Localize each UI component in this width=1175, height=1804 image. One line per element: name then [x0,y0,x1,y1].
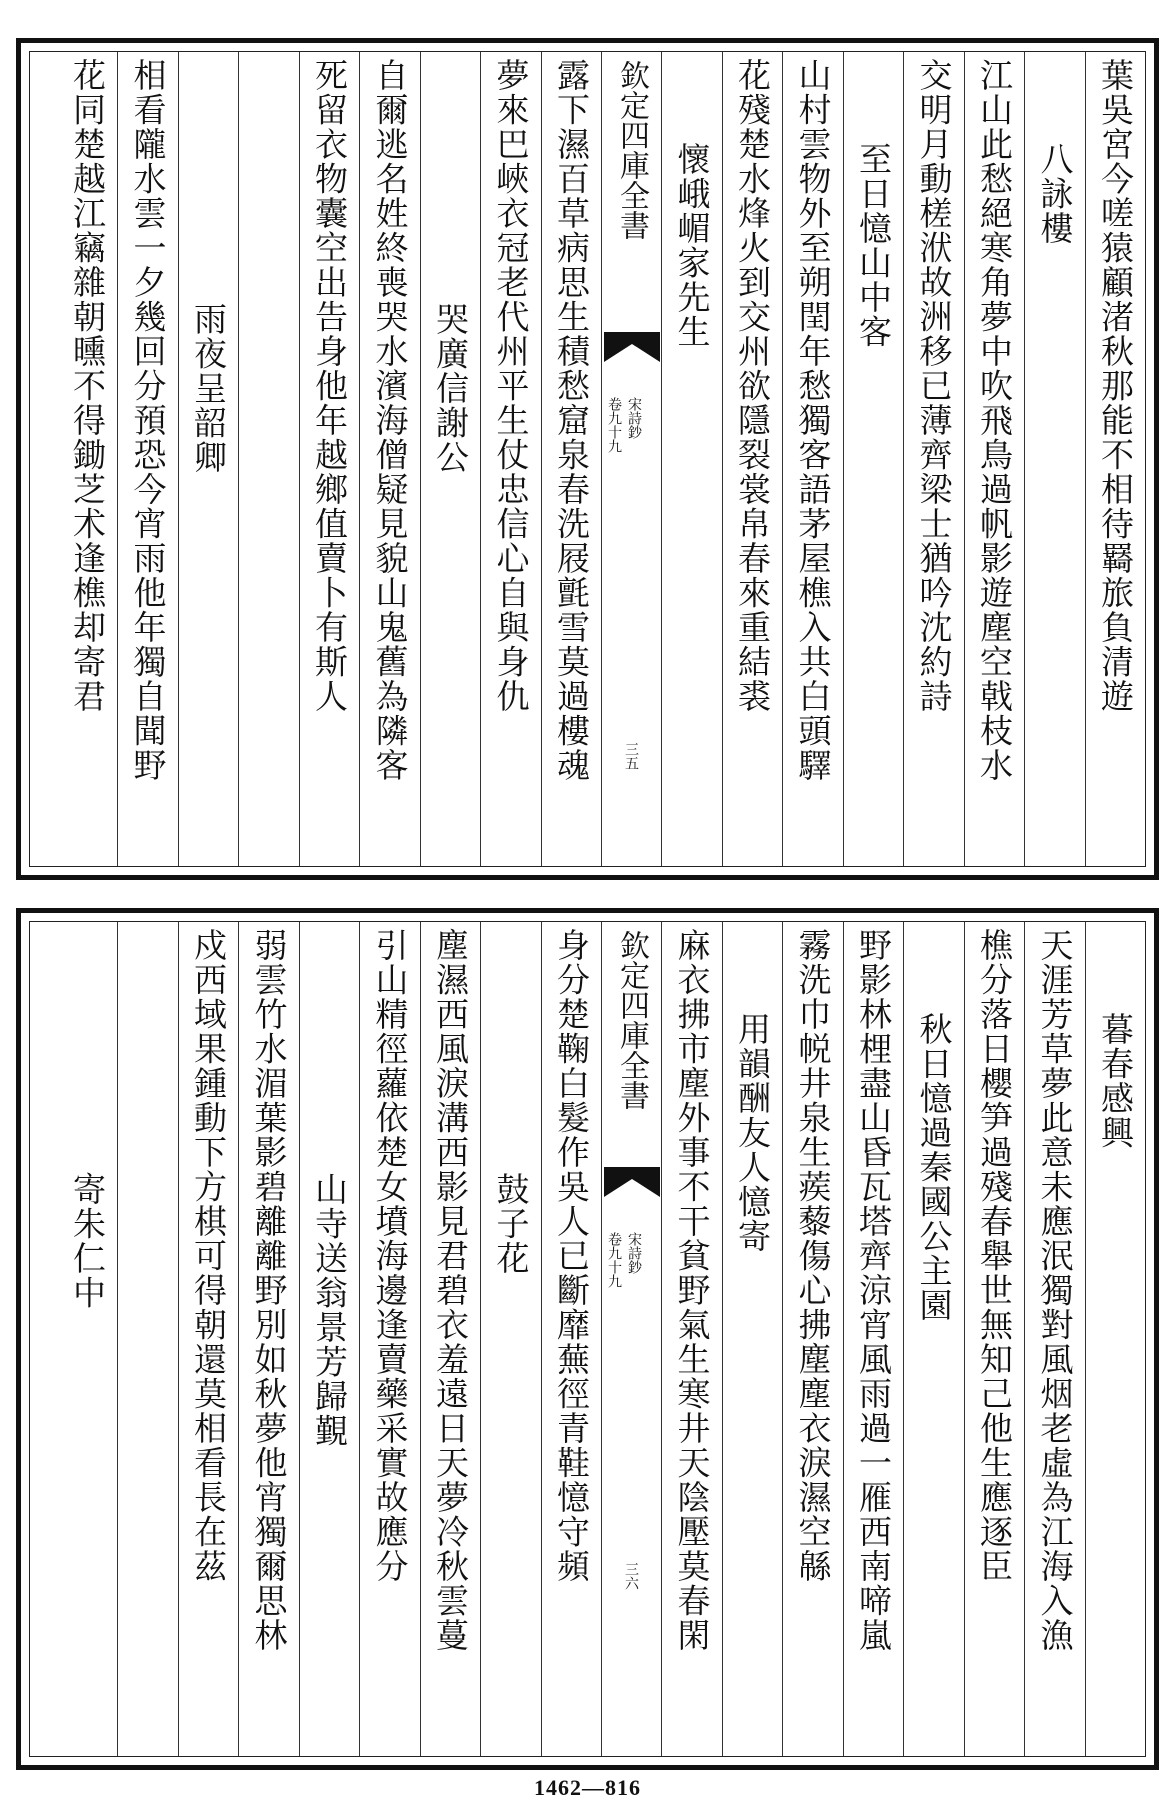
volume-label: 卷九十九 [606,397,622,453]
book-title: 欽定四庫全書 [614,60,649,240]
text-columns-bottom [29,921,1146,1757]
poem-title-column [178,52,239,866]
page-number: 三五 [623,742,639,770]
text-column [359,52,420,866]
poem-title: 哭廣信謝公 [431,302,470,475]
text-column [903,52,964,866]
text-column [661,922,722,1756]
text-column [117,52,178,866]
poem-title-column [722,922,783,1756]
poem-title-column [1085,922,1146,1756]
column-text: 野影林梩盡山昏瓦塔齊涼宵風雨過一雁西南啼嵐 [854,928,893,1653]
poem-title-column [420,52,481,866]
book-title: 欽定四庫全書 [614,930,649,1110]
column-text: 花殘楚水烽火到交州欲隱裂裳帛春來重結裘 [733,58,772,714]
page-footer-number: 1462—816 [534,1775,641,1800]
fishtail-mark-icon [604,1167,660,1201]
page-panel-bottom [16,908,1159,1770]
column-text: 露下濕百草病思生積愁窟泉春洗屐氈雪莫過樓魂 [552,58,591,783]
poem-title-column [1024,52,1085,866]
text-column [480,52,541,866]
poem-title: 寄朱仁中 [68,1172,107,1310]
center-fold-column [601,922,661,1756]
column-text [118,928,178,1750]
text-column [541,922,602,1756]
column-text: 江山此愁絕寒角夢中吹飛鳥過帆影遊塵空戟枝水 [975,58,1014,783]
text-column [238,922,299,1756]
text-column [964,922,1025,1756]
text-column [541,52,602,866]
column-text: 身分楚鞠白髮作吳人已斷靡蕪徑青鞋憶守頻 [552,928,591,1584]
poem-title-column [299,922,360,1756]
column-text: 山村雲物外至朔閏年愁獨客語茅屋樵入共白頭驛 [793,58,833,783]
text-column [1024,922,1085,1756]
column-text: 交明月動槎洑故洲移已薄齊梁士猶吟沈約詩 [914,58,954,714]
column-text: 自爾逃名姓終喪哭水濱海僧疑見貌山鬼舊為隣客 [370,58,410,783]
poem-title-column [661,52,722,866]
column-text: 天涯芳草夢此意未應泯獨對風烟老虛為江海入漁 [1035,928,1075,1653]
poem-title-column [843,52,904,866]
poem-title-column [57,922,118,1756]
poem-title: 秋日憶過秦國公主園 [914,1012,954,1323]
column-text: 麻衣拂市塵外事不干貧野氣生寒井天陰壓莫春閑 [672,928,712,1653]
text-column [359,922,420,1756]
column-text: 引山精徑蘿依楚女墳海邊逢賣藥采實故應分 [370,928,410,1584]
column-text: 死留衣物囊空出告身他年越鄉值賣卜有斯人 [310,58,349,714]
column-text [239,58,299,860]
text-column [57,52,118,866]
poem-title: 用韻酬友人憶寄 [733,1012,772,1254]
text-column [299,52,360,866]
text-column [1085,52,1146,866]
poem-title-column [480,922,541,1756]
empty-column [117,922,178,1756]
poem-title: 鼓子花 [491,1172,531,1276]
text-column [722,52,783,866]
text-columns-top [29,51,1146,867]
text-column [964,52,1025,866]
poem-title: 至日憶山中客 [854,142,893,349]
page-panel-top [16,38,1159,880]
column-text: 花同楚越江竊雜朝曛不得鋤芝术逢樵却寄君 [68,58,107,714]
column-text: 葉吳宮今嗟猿顧渚秋那能不相待羇旅負清遊 [1096,58,1135,714]
column-text: 樵分落日櫻笋過殘春舉世無知己他生應逐臣 [975,928,1014,1584]
column-text: 戍西域果鍾動下方棋可得朝還莫相看長在茲 [189,928,228,1584]
column-text: 相看隴水雲一夕幾回分預恐今宵雨他年獨自聞野 [128,58,168,783]
poem-title: 暮春感興 [1096,1012,1135,1150]
poem-title: 懷峨嵋家先生 [672,142,712,349]
source-label: 宋詩鈔 [626,397,642,439]
column-text: 霧洗巾帨井泉生蒺藜傷心拂塵塵衣淚濕空緜 [793,928,833,1584]
column-text: 夢來巴峽衣冠老代州平生仗忠信心自與身仇 [491,58,531,714]
center-fold-column [601,52,661,866]
page-number: 三六 [623,1562,639,1590]
volume-label: 卷九十九 [606,1232,622,1288]
text-column [178,922,239,1756]
fishtail-mark-icon [604,332,660,366]
text-column [782,922,843,1756]
text-column [782,52,843,866]
poem-title: 八詠樓 [1035,142,1075,246]
column-text: 塵濕西風淚溝西影見君碧衣羞遠日天夢冷秋雲蔓 [431,928,470,1653]
column-text: 弱雲竹水湄葉影碧離離野別如秋夢他宵獨爾思林 [249,928,289,1653]
empty-column [238,52,299,866]
text-column [420,922,481,1756]
poem-title: 雨夜呈韶卿 [189,302,228,475]
source-label: 宋詩鈔 [626,1232,642,1274]
poem-title-column [903,922,964,1756]
text-column [843,922,904,1756]
poem-title: 山寺送翁景芳歸覲 [310,1172,349,1448]
